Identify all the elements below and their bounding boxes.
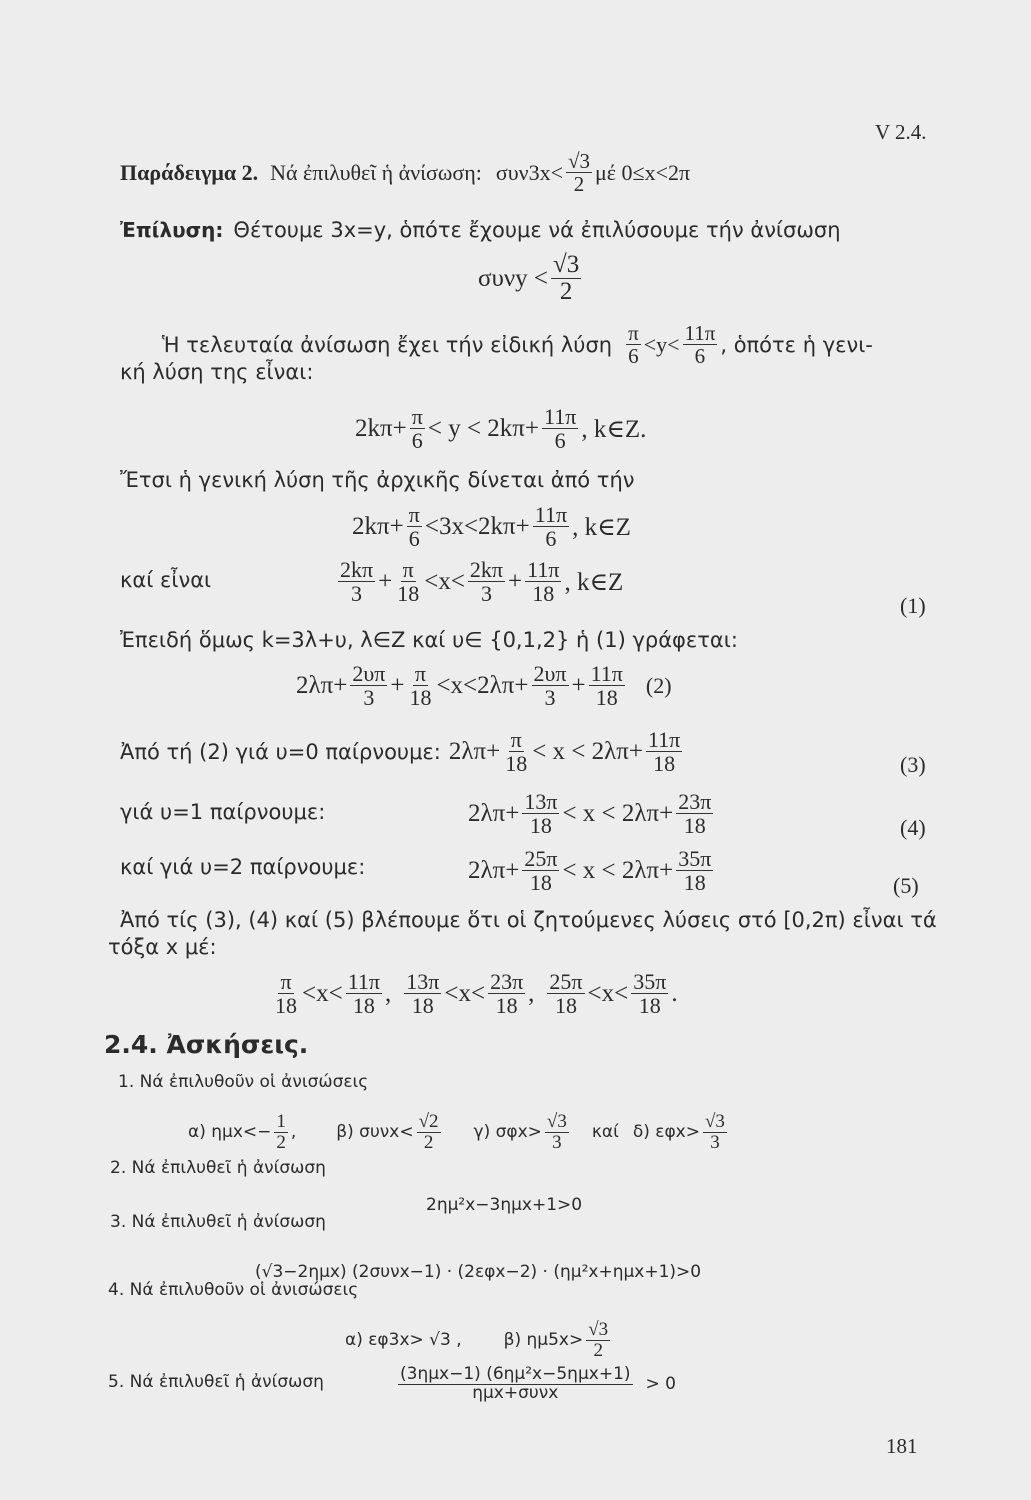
eq-text: < x < 2λπ+ — [562, 856, 674, 884]
fraction — [338, 558, 375, 605]
denominator: 2 — [276, 1131, 286, 1153]
denominator: 18 — [638, 993, 661, 1019]
numerator: 2kπ — [340, 557, 374, 582]
numerator: 11π — [590, 661, 623, 686]
denominator: 18 — [505, 751, 528, 777]
eq-text: 2λπ+ — [448, 737, 501, 765]
exercise-4-items — [345, 1320, 613, 1361]
eq-text: 2kπ+ — [355, 414, 407, 442]
denominator: 2 — [559, 278, 573, 306]
numerator: √3 — [588, 1319, 609, 1340]
fraction — [551, 252, 581, 306]
fraction — [631, 970, 668, 1017]
solution-label: Ἐπίλυση: — [120, 218, 224, 242]
text: Ἀπό τή (2) γιά υ=0 παίρνουμε: — [120, 739, 441, 764]
fraction — [586, 1320, 610, 1361]
numerator: 11π — [544, 404, 577, 429]
numerator: √3 — [567, 149, 591, 173]
numerator: 13π — [524, 789, 558, 814]
fraction — [626, 322, 641, 367]
denominator: 3 — [480, 581, 492, 607]
denominator: 18 — [653, 751, 676, 777]
solution-text: Θέτουμε 3x=y, ὁπότε ἔχουμε νά ἐπιλύσουμε τήν ἀνίσωση — [233, 218, 841, 242]
fraction — [346, 970, 382, 1017]
exercise-3: 3. Νά ἐπιλυθεῖ ἡ ἀνίσωση — [110, 1212, 326, 1232]
numerator: 13π — [406, 969, 440, 994]
eq-text: , k∈Z. — [581, 415, 647, 443]
fraction — [350, 662, 387, 709]
numerator: 11π — [347, 969, 380, 994]
fraction — [676, 847, 713, 894]
exercise-2: 2. Νά ἐπιλυθεῖ ἡ ἀνίσωση — [110, 1158, 326, 1178]
denominator: 2 — [593, 1339, 603, 1361]
exercise-1d: δ) εφx> — [632, 1122, 700, 1143]
exercise-2-expression: 2ημ²x−3ημx+1>0 — [426, 1195, 583, 1215]
denominator: 18 — [411, 993, 434, 1019]
text: , — [290, 1122, 297, 1143]
numerator: π — [402, 557, 414, 582]
denominator: 2 — [573, 172, 585, 197]
eq-text: + — [390, 671, 405, 699]
text-line-10: Ἀπό τίς (3), (4) καί (5) βλέπουμε ὅτι οἱ ζητούμενες λύσεις στό [0,2π) εἶναι τά — [120, 908, 937, 932]
numerator: 11π — [527, 557, 560, 582]
numerator: 2υπ — [533, 661, 567, 686]
denominator: 6 — [694, 344, 706, 369]
exercise-5-expression — [395, 1366, 676, 1403]
exercise-4b: β) ημ5x> — [503, 1330, 584, 1351]
numerator: √3 — [546, 1111, 567, 1132]
eq-text: <x< — [444, 979, 486, 1007]
numerator: √2 — [418, 1111, 439, 1132]
exercises-heading: 2.4. Ἀσκήσεις. — [104, 1030, 309, 1059]
exercise-1: 1. Νά ἐπιλυθοῦν οἱ ἀνισώσεις — [118, 1072, 369, 1092]
eq-text: 2λπ+ — [296, 671, 348, 699]
solution-line — [120, 218, 841, 242]
numerator: √3 — [553, 251, 580, 278]
numerator: 11π — [534, 502, 568, 527]
equation-3 — [352, 503, 631, 550]
numerator: 2kπ — [469, 557, 504, 582]
denominator: 3 — [351, 581, 363, 607]
fraction — [488, 970, 525, 1017]
denominator: 6 — [408, 526, 420, 552]
fraction — [407, 503, 422, 550]
fraction — [703, 1112, 727, 1153]
exercise-4a: α) εφ3x> √3 , — [345, 1330, 462, 1351]
equation-8 — [468, 847, 716, 894]
denominator: 18 — [409, 685, 432, 711]
equation-4 — [335, 558, 623, 605]
denominator: 18 — [532, 581, 555, 607]
eq-text: < x < 2λπ+ — [562, 799, 674, 827]
denominator: 18 — [495, 993, 518, 1019]
eq-text: < x < 2λπ+ — [532, 737, 643, 765]
exercise-5: 5. Νά ἐπιλυθεῖ ἡ ἀνίσωση — [108, 1372, 324, 1392]
eq-text: + — [508, 567, 523, 595]
numerator: 35π — [633, 969, 667, 994]
fraction — [404, 970, 441, 1017]
numerator: 1 — [276, 1111, 286, 1132]
eq-text: , — [385, 979, 392, 1007]
denominator: 3 — [710, 1131, 720, 1153]
equation-label-3: (3) — [900, 752, 926, 777]
denominator: 18 — [529, 870, 552, 896]
eq-text: 2λπ+ — [468, 799, 520, 827]
eq-text: , — [528, 979, 535, 1007]
fraction — [589, 662, 625, 709]
eq-text: < y < 2kπ+ — [427, 414, 540, 442]
eq-text: , k∈Z — [564, 568, 624, 596]
denominator: 18 — [683, 813, 706, 839]
denominator: 18 — [595, 685, 618, 711]
text: καί — [591, 1122, 619, 1143]
denominator: 18 — [352, 993, 375, 1019]
numerator: 35π — [678, 846, 712, 871]
inequality-lhs: συν3x< — [495, 159, 563, 185]
eq-text: + — [378, 567, 393, 595]
fraction — [676, 790, 713, 837]
fraction — [542, 405, 578, 452]
numerator: π — [510, 727, 522, 752]
final-solution — [270, 970, 678, 1017]
fraction — [522, 790, 559, 837]
equation-1 — [478, 252, 584, 306]
fraction — [545, 1112, 569, 1153]
equation-label-2: (2) — [645, 672, 672, 698]
text-line-8: γιά υ=1 παίρνουμε: — [120, 800, 326, 824]
numerator: π — [411, 404, 423, 429]
eq-text: <x<2λπ+ — [436, 671, 529, 699]
eq-text: <x< — [587, 979, 629, 1007]
text-line-9: καί γιά υ=2 παίρνουμε: — [120, 855, 366, 879]
example-text: Νά ἐπιλυθεῖ ἡ ἀνίσωση: — [270, 159, 482, 185]
denominator: 6 — [554, 428, 566, 454]
exercise-1c: γ) σφx> — [473, 1122, 542, 1143]
denominator: 3 — [552, 1131, 562, 1153]
denominator: 18 — [683, 870, 706, 896]
numerator: 25π — [524, 846, 558, 871]
fraction — [525, 558, 561, 605]
numerator: √3 — [705, 1111, 725, 1132]
page-number: 181 — [886, 1434, 918, 1458]
section-reference: V 2.4. — [875, 120, 927, 144]
eq-text: . — [671, 979, 678, 1007]
denominator: 18 — [397, 581, 420, 607]
exercise-1-items — [188, 1112, 730, 1153]
denominator: 6 — [628, 344, 639, 369]
denominator: ημx+συνx — [472, 1382, 559, 1403]
numerator: 23π — [490, 969, 524, 994]
numerator: π — [414, 661, 426, 686]
equation-label-4: (4) — [900, 815, 926, 840]
text-line-7 — [120, 728, 685, 775]
eq-text: <3x<2kπ+ — [424, 512, 530, 540]
exercise-1a: α) ημx<− — [188, 1122, 272, 1143]
fraction — [522, 847, 559, 894]
eq-text: <y< — [643, 331, 680, 357]
equation-label-1: (1) — [900, 593, 926, 618]
fraction — [468, 558, 505, 605]
text-line-5: καί εἶναι — [120, 568, 212, 592]
fraction — [273, 970, 299, 1017]
equation-5 — [296, 662, 672, 709]
example-statement — [120, 150, 690, 195]
equation-2 — [355, 405, 646, 452]
fraction — [398, 1366, 633, 1403]
fraction — [566, 150, 592, 195]
numerator: π — [628, 321, 639, 345]
fraction — [274, 1112, 288, 1153]
numerator: π — [280, 969, 292, 994]
numerator: 2υπ — [352, 661, 386, 686]
denominator: 18 — [554, 993, 577, 1019]
eq-text: <x< — [302, 979, 343, 1007]
inequality-tail: μέ 0≤x<2π — [595, 159, 691, 185]
numerator: 11π — [684, 321, 716, 345]
exercise-3-expression: (√3−2ημx) (2συνx−1) · (2εφx−2) · (ημ²x+ημx+1)>0 — [255, 1262, 702, 1282]
fraction — [683, 322, 718, 367]
text-line-6: Ἐπειδή ὅμως k=3λ+υ, λ∈Z καί υ∈ {0,1,2} ἡ (1) γράφεται: — [120, 628, 738, 652]
text-line-4: Ἔτσι ἡ γενική λύση τῆς ἀρχικῆς δίνεται ἀπό τήν — [120, 468, 635, 492]
fraction — [532, 662, 569, 709]
example-title: Παράδειγμα 2. — [120, 159, 259, 185]
fraction — [395, 558, 421, 605]
equation-label-5: (5) — [893, 873, 919, 898]
text: , ὁπότε ἡ γενι- — [720, 332, 873, 357]
fraction — [533, 503, 569, 550]
denominator: 18 — [275, 993, 297, 1019]
denominator: 18 — [529, 813, 552, 839]
text-line-3: κή λύση της εἶναι: — [120, 360, 314, 384]
eq-text: + — [571, 671, 586, 699]
text: Ἡ τελευταία ἀνίσωση ἔχει τήν εἰδική λύση — [162, 332, 613, 357]
denominator: 2 — [423, 1131, 434, 1153]
text-line-11: τόξα x μέ: — [108, 935, 217, 959]
denominator: 6 — [411, 428, 423, 454]
eq-text: 2kπ+ — [352, 512, 404, 540]
numerator: 25π — [549, 969, 583, 994]
fraction — [417, 1112, 441, 1153]
equation-7 — [468, 790, 716, 837]
fraction — [503, 728, 529, 775]
fraction — [646, 728, 682, 775]
eq-text: 2λπ+ — [468, 856, 520, 884]
eq-text: , k∈Z — [572, 513, 631, 541]
numerator: 11π — [648, 727, 681, 752]
numerator: (3ημx−1) (6ημ²x−5ημx+1) — [400, 1364, 631, 1384]
numerator: 23π — [678, 789, 712, 814]
denominator: 6 — [545, 526, 557, 552]
denominator: 3 — [363, 685, 375, 711]
eq-text: <x< — [424, 567, 465, 595]
fraction — [547, 970, 584, 1017]
exercise-4: 4. Νά ἐπιλυθοῦν οἱ ἀνισώσεις — [108, 1280, 359, 1300]
numerator: π — [408, 502, 420, 527]
exercise-1b: β) συνx< — [336, 1122, 414, 1143]
denominator: 3 — [544, 685, 556, 711]
text: > 0 — [645, 1374, 676, 1395]
fraction — [410, 405, 425, 452]
fraction — [407, 662, 433, 709]
eq-text: συνy < — [478, 264, 549, 292]
